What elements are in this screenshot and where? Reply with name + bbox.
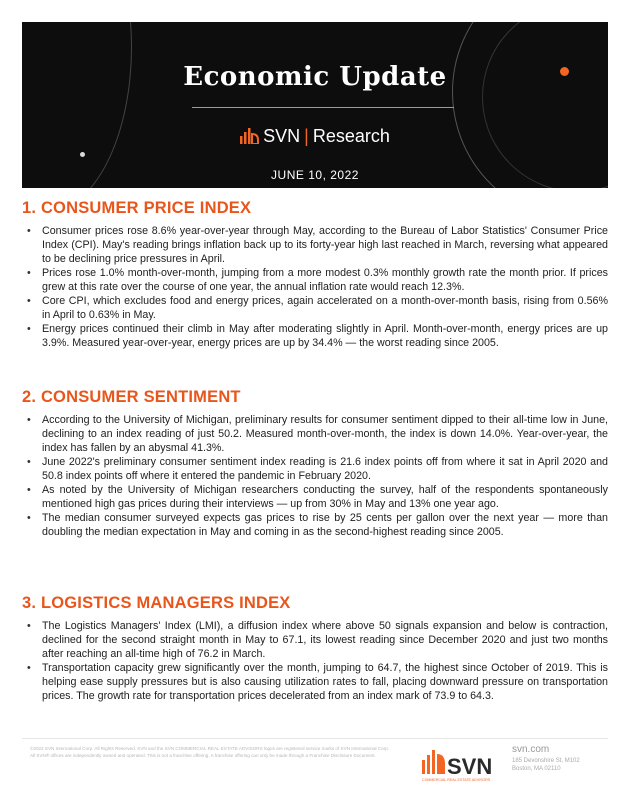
bullet-list [22,619,608,703]
list-item: • Core CPI, which excludes food and energy prices, again accelerated on a month-over-month basis, rising from 0.56% in April to 0.63% in May. [22,294,608,322]
section-consumer-price-index [22,199,608,350]
list-item: • The median consumer surveyed expects gas prices to rise by 25 cents per gallon over the next year — more than doubling the median expectation in May and coming in as the second-highest reading since 2005. [22,511,608,539]
svn-bars-icon [240,128,260,144]
report-date: JUNE 10, 2022 [271,168,359,182]
list-item: • According to the University of Michigan, preliminary results for consumer sentiment dipped to their all-time low in June, declining to an index reading of just 50.2. Measured month-over-month, the index is down 14.0%. Year-over-year, the index has fallen by an abysmal 41.3%. [22,413,608,455]
section-title: 1. CONSUMER PRICE INDEX [22,199,252,217]
white-dot-decoration [80,152,85,157]
footer [22,738,608,788]
section-consumer-sentiment [22,388,608,539]
address-line: Boston, MA 02110 [512,766,561,772]
list-item: • June 2022's preliminary consumer sentiment index reading is 21.6 index points off from where it sat in April 2020 and 50.8 index points off where it entered the pandemic in February 2020. [22,455,608,483]
header-banner [22,22,608,188]
title-divider [192,107,454,108]
svn-footer-logo [420,742,498,784]
website-link[interactable]: svn.com [512,744,550,755]
section-title: 3. LOGISTICS MANAGERS INDEX [22,594,291,612]
section-logistics-managers-index [22,594,608,703]
legal-disclaimer: ©2022 SVN International Corp. All Rights Reserved. SVN and the SVN COMMERCIAL REAL ESTATE ADVISORS logos are registered service marks of SVN International Corp. All SVN® offices are independently owned and operated. This is not a franchise offering. A franchise offering can only be made through a Franchise Disclosure Document. [30,746,390,758]
list-item: • Prices rose 1.0% month-over-month, jumping from a more modest 0.3% monthly growth rate the month prior. If prices grew at this rate over the course of one year, the annual inflation rate would reach 12.3%. [22,266,608,294]
bullet-list [22,224,608,350]
footer-divider [22,738,608,739]
footer-logo-tagline: COMMERCIAL REAL ESTATE ADVISORS [422,778,491,782]
address-line: 185 Devonshire St, M102 [512,758,580,764]
bullet-list [22,413,608,539]
brand-separator: | [304,126,309,146]
section-title: 2. CONSUMER SENTIMENT [22,388,241,406]
list-item: • As noted by the University of Michigan researchers conducting the survey, half of the respondents spontaneously mentioned high gas prices during their interviews — up from 30% in May and 13% one year ago. [22,483,608,511]
page-title: Economic Update [183,62,447,92]
list-item: • Transportation capacity grew significantly over the month, jumping to 64.7, the highest since October of 2019. This is helping ease supply pressures but is also causing utilization rates to fall, placing downward pressure on transportation prices. The growth rate for transportation prices decelerated from an index mark of 73.9 to 64.3. [22,661,608,703]
list-item: • Consumer prices rose 8.6% year-over-year through May, according to the Bureau of Labor Statistics' Consumer Price Index (CPI). May's reading brings inflation back up to its forty-year high last reached in March, reversing what appeared to be declining price pressures in April. [22,224,608,266]
decorative-arc [22,22,132,188]
brand-name: SVN [263,126,301,146]
brand-suffix: Research [312,126,390,146]
footer-logo-text: SVN [447,754,493,779]
footer-contact [512,744,580,773]
svn-research-logo [22,126,608,147]
list-item: • Energy prices continued their climb in May after moderating slightly in April. Month-over-month, energy prices are up 3.9%. Measured year-over-year, energy prices are up by 34.4% — the worst reading since 2005. [22,322,608,350]
list-item: • The Logistics Managers' Index (LMI), a diffusion index where above 50 signals expansion and below is contraction, declined for the second straight month in May to 67.1, its lowest reading since December 2020 and just two months after reaching an all-time high of 76.2 in March. [22,619,608,661]
